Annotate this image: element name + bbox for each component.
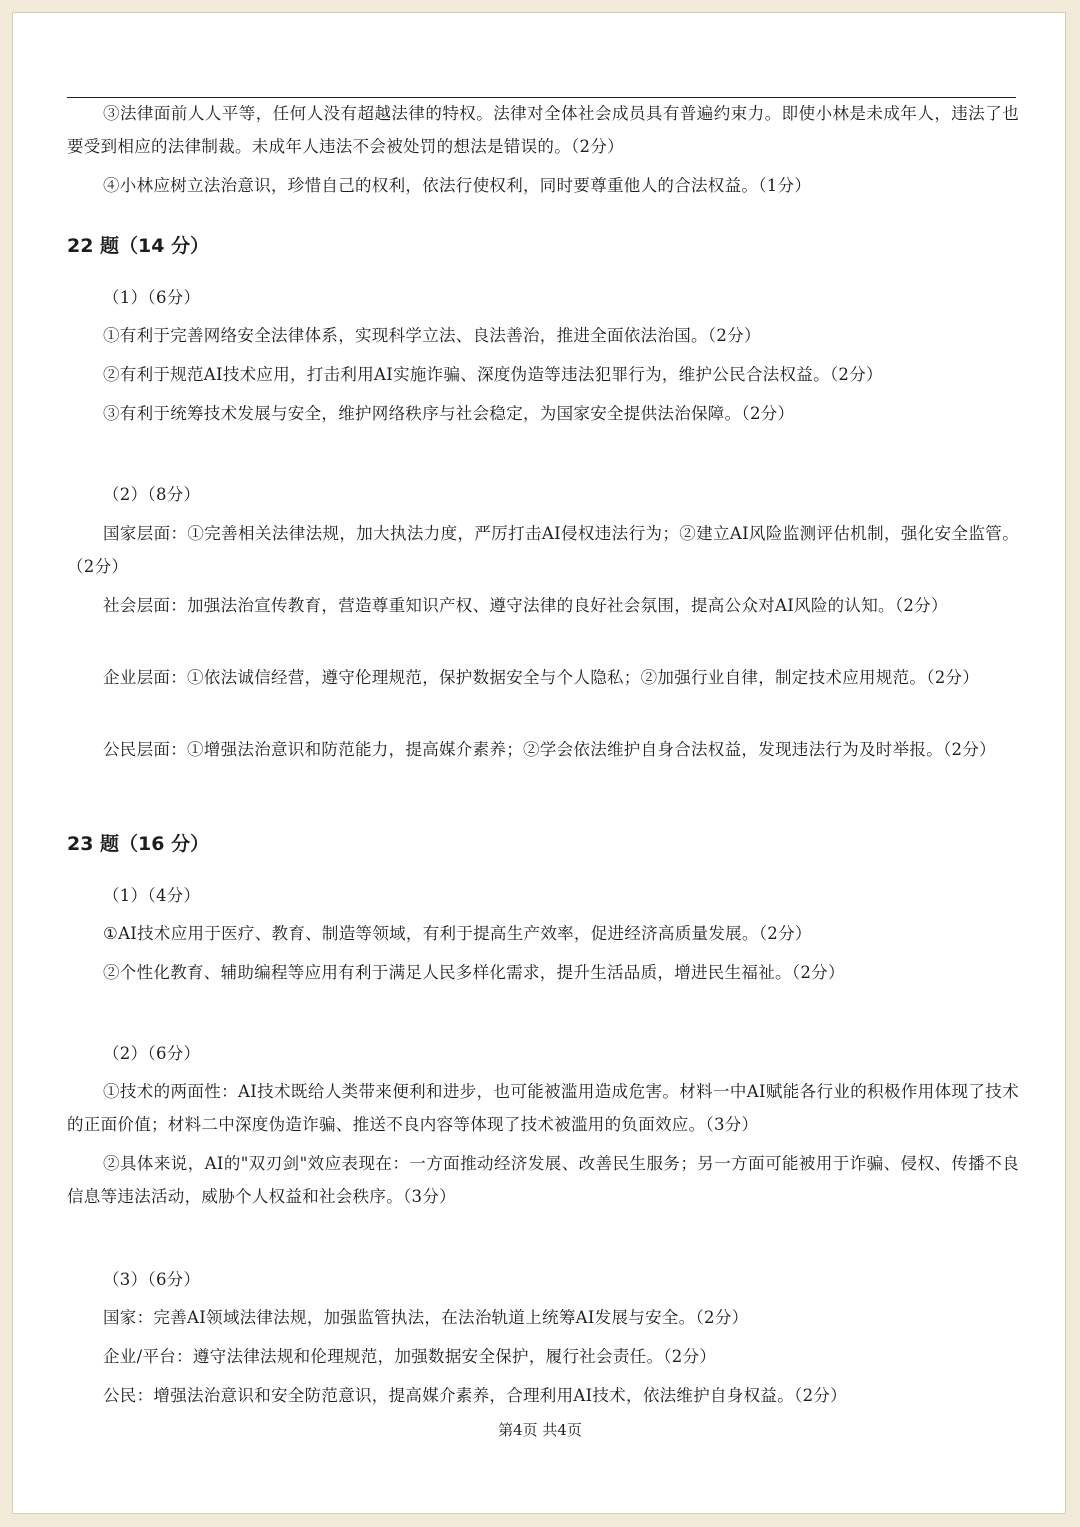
answer-page bbox=[12, 12, 1066, 1514]
q23-heading: 23 题（16 分） bbox=[67, 833, 210, 855]
q22-part1-item-2: ②有利于规范AI技术应用，打击利用AI实施诈骗、深度伪造等违法犯罪行为，维护公民合法权益。（2分） bbox=[103, 365, 883, 384]
q23-part3-national: 国家：完善AI领域法律法规，加强监管执法，在法治轨道上统筹AI发展与安全。（2分） bbox=[103, 1308, 749, 1327]
q22-part2-enterprise: 企业层面：①依法诚信经营，遵守伦理规范，保护数据安全与个人隐私；②加强行业自律，制定技术应用规范。（2分） bbox=[103, 668, 980, 687]
q23-part2-item-1: ①技术的两面性：AI技术既给人类带来便利和进步，也可能被滥用造成危害。材料一中AI赋能各行业的积极作用体现了技术的正面价值；材料二中深度伪造诈骗、推送不良内容等体现了技术被滥用的负面效应。（3分） bbox=[67, 1082, 1019, 1134]
q21-item-3: ③法律面前人人平等，任何人没有超越法律的特权。法律对全体社会成员具有普遍约束力。即使小林是未成年人，违法了也要受到相应的法律制裁。未成年人违法不会被处罚的想法是错误的。（2分） bbox=[67, 104, 1019, 156]
q23-part1-item-1: ①AI技术应用于医疗、教育、制造等领域，有利于提高生产效率，促进经济高质量发展。（2分） bbox=[103, 924, 812, 943]
q21-item-4: ④小林应树立法治意识，珍惜自己的权利，依法行使权利，同时要尊重他人的合法权益。（1分） bbox=[103, 176, 812, 195]
q23-part1-label: （1）（4分） bbox=[103, 886, 201, 905]
q22-part2-label: （2）（8分） bbox=[103, 485, 201, 504]
q23-part3-enterprise: 企业/平台：遵守法律法规和伦理规范，加强数据安全保护，履行社会责任。（2分） bbox=[103, 1347, 717, 1366]
page-footer: 第4页 共4页 bbox=[498, 1421, 582, 1439]
q22-heading: 22 题（14 分） bbox=[67, 235, 210, 257]
q23-part1-item-2: ②个性化教育、辅助编程等应用有利于满足人民多样化需求，提升生活品质，增进民生福祉。（2分） bbox=[103, 963, 845, 982]
q23-part3-citizen: 公民：增强法治意识和安全防范意识，提高媒介素养，合理利用AI技术，依法维护自身权益。（2分） bbox=[103, 1386, 847, 1405]
q22-part2-national: 国家层面：①完善相关法律法规，加大执法力度，严厉打击AI侵权违法行为；②建立AI风险监测评估机制，强化安全监管。（2分） bbox=[67, 524, 1019, 576]
q22-part1-label: （1）（6分） bbox=[103, 288, 201, 307]
q22-part1-item-1: ①有利于完善网络安全法律体系，实现科学立法、良法善治，推进全面依法治国。（2分） bbox=[103, 326, 761, 345]
q22-part1-item-3: ③有利于统筹技术发展与安全，维护网络秩序与社会稳定，为国家安全提供法治保障。（2分） bbox=[103, 404, 795, 423]
q22-part2-citizen: 公民层面：①增强法治意识和防范能力，提高媒介素养；②学会依法维护自身合法权益，发现违法行为及时举报。（2分） bbox=[103, 740, 996, 759]
q23-part2-label: （2）（6分） bbox=[103, 1044, 201, 1063]
q23-part3-label: （3）（6分） bbox=[103, 1270, 201, 1289]
q22-part2-society: 社会层面：加强法治宣传教育，营造尊重知识产权、遵守法律的良好社会氛围，提高公众对AI风险的认知。（2分） bbox=[103, 596, 948, 615]
q23-part2-item-2: ②具体来说，AI的"双刃剑"效应表现在：一方面推动经济发展、改善民生服务；另一方面可能被用于诈骗、侵权、传播不良信息等违法活动，威胁个人权益和社会秩序。（3分） bbox=[67, 1154, 1019, 1206]
